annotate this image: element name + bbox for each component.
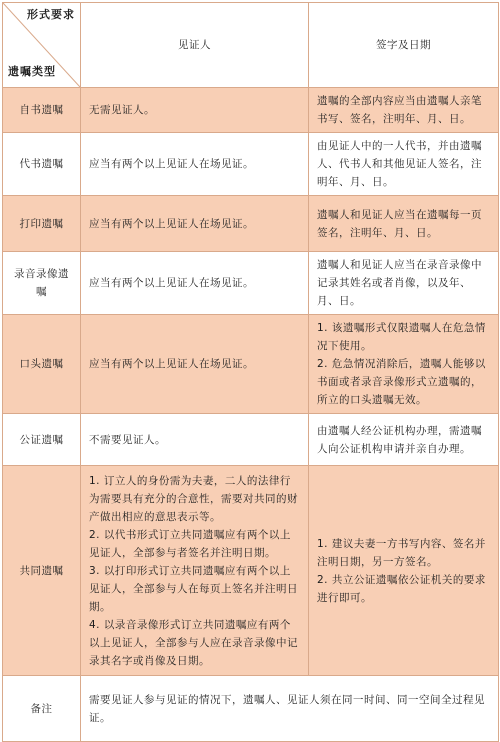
table-row	[3, 252, 499, 315]
will-type-cell: 打印遗嘱	[3, 196, 81, 252]
table-row	[3, 466, 499, 676]
table-row	[3, 315, 499, 414]
witness-text: 应当有两个以上见证人在场见证。	[89, 217, 254, 230]
witness-text: 应当有两个以上见证人在场见证。	[89, 358, 254, 370]
witness-text: 4. 以录音录像形式订立共同遗嘱应有两个以上见证人，全部参与人应在录音录像中记录其名字或肖像及日期。	[89, 618, 298, 667]
table-header-row	[3, 3, 499, 88]
signature-cell	[309, 414, 499, 466]
signature-text: 2. 共立公证遗嘱依公证机关的要求进行即可。	[317, 573, 486, 604]
will-type-cell: 口头遗嘱	[3, 315, 81, 414]
note-label-cell: 备注	[3, 676, 81, 742]
witness-text: 1. 订立人的身份需为夫妻，二人的法律行为需要具有充分的合意性，需要对共同的财产做出相应的意思表示等。	[89, 474, 298, 523]
note-text-cell: 需要见证人参与见证的情况下，遗嘱人、见证人须在同一时间、同一空间全过程见证。	[81, 676, 499, 742]
table-row	[3, 196, 499, 252]
will-type-cell: 代书遗嘱	[3, 133, 81, 196]
witness-text: 不需要见证人。	[89, 433, 166, 446]
signature-column-header: 签字及日期	[309, 3, 499, 88]
witness-text: 应当有两个以上见证人在场见证。	[89, 158, 254, 170]
signature-text: 1. 该遗嘱形式仅限遗嘱人在危急情况下使用。	[317, 322, 486, 352]
table-row	[3, 133, 499, 196]
witness-column-header: 见证人	[81, 3, 309, 88]
signature-text: 2. 危急情况消除后，遗嘱人能够以书面或者录音录像形式立遗嘱的，所立的口头遗嘱无效。	[317, 358, 486, 406]
will-type-cell: 共同遗嘱	[3, 466, 81, 676]
witness-cell	[81, 196, 309, 252]
will-type-cell: 录音录像遗嘱	[3, 252, 81, 315]
signature-cell	[309, 315, 499, 414]
witness-text: 应当有两个以上见证人在场见证。	[89, 277, 254, 289]
signature-cell	[309, 252, 499, 315]
signature-cell	[309, 196, 499, 252]
corner-bottom-label: 遗嘱类型	[8, 65, 56, 78]
witness-cell	[81, 466, 309, 676]
signature-text: 由遗嘱人经公证机构办理，需遗嘱人向公证机构申请并亲自办理。	[317, 424, 482, 455]
diagonal-header-cell	[3, 3, 81, 88]
witness-cell	[81, 315, 309, 414]
witness-cell	[81, 414, 309, 466]
signature-text: 遗嘱的全部内容应当由遗嘱人亲笔书写、签名，注明年、月、日。	[317, 95, 482, 125]
will-type-cell: 自书遗嘱	[3, 88, 81, 133]
witness-cell	[81, 252, 309, 315]
note-row	[3, 676, 499, 742]
signature-cell	[309, 466, 499, 676]
signature-text: 遗嘱人和见证人应当在录音录像中记录其姓名或者肖像，以及年、月、日。	[317, 259, 482, 307]
signature-cell	[309, 133, 499, 196]
witness-cell	[81, 133, 309, 196]
table-row	[3, 414, 499, 466]
signature-text: 由见证人中的一人代书，并由遗嘱人、代书人和其他见证人签名，注明年、月、日。	[317, 140, 482, 188]
corner-top-label: 形式要求	[27, 8, 75, 21]
witness-text: 3. 以打印形式订立共同遗嘱应有两个以上见证人，全部参与人在每页上签名并注明日期。	[89, 564, 298, 613]
witness-text: 无需见证人。	[89, 104, 155, 116]
signature-text: 遗嘱人和见证人应当在遗嘱每一页签名，注明年、月、日。	[317, 208, 482, 239]
signature-cell	[309, 88, 499, 133]
witness-text: 2. 以代书形式订立共同遗嘱应有两个以上见证人，全部参与者签名并注明日期。	[89, 528, 291, 559]
will-type-cell: 公证遗嘱	[3, 414, 81, 466]
witness-cell	[81, 88, 309, 133]
signature-text: 1. 建议夫妻一方书写内容、签名并注明日期，另一方签名。	[317, 537, 486, 568]
table-row	[3, 88, 499, 133]
will-requirements-table	[2, 2, 499, 742]
